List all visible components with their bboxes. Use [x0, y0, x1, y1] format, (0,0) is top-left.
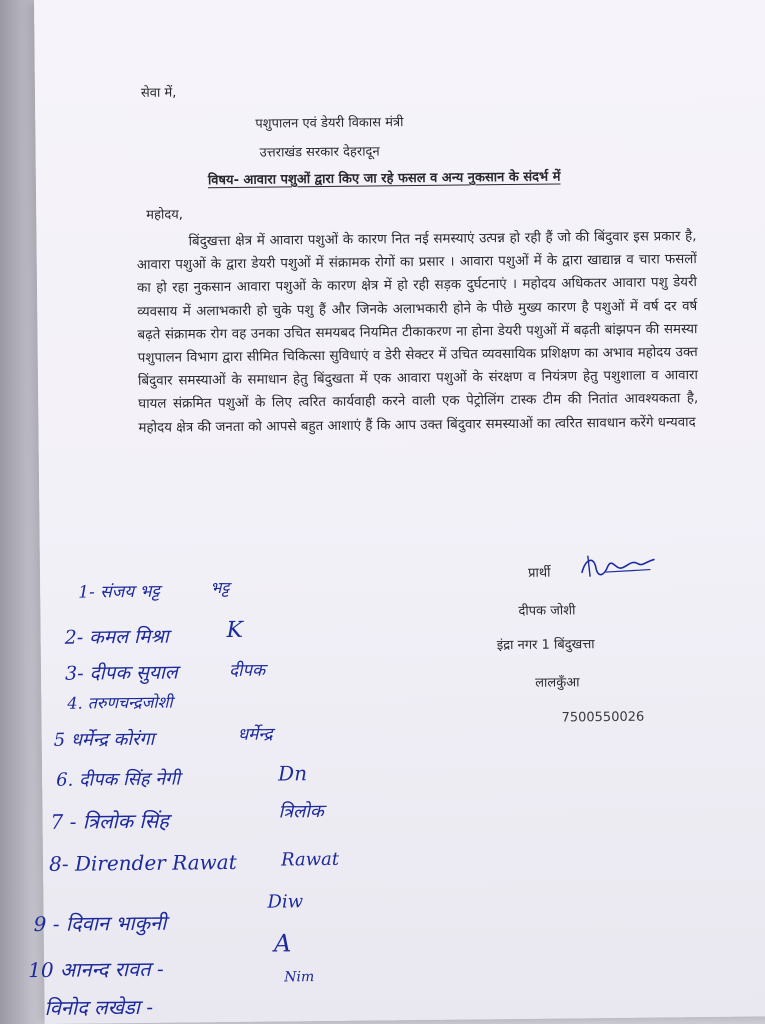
letter-greeting: महोदय, [146, 207, 183, 223]
signatory-6-name: 6. दीपक सिंह नेगी [56, 768, 181, 791]
sender-address: इंद्रा नगर 1 बिंदुखत्ता [496, 637, 595, 654]
signatory-2-name: 2- कमल मिश्रा [64, 625, 169, 649]
signatory-9-name: 9 - दिवान भाकुनी [33, 910, 167, 937]
sender-phone: 7500550026 [561, 709, 645, 726]
signatory-1-name: 1- संजय भट्ट [78, 581, 160, 603]
signatory-3-name: 3- दीपक सुयाल [64, 661, 178, 685]
signatory-5-signature: धर्मेन्द्र [237, 724, 273, 745]
signatory-5-name: 5 धर्मेन्द्र कोरंगा [53, 728, 155, 751]
recipient-office: उत्तराखंड सरकार देहरादून [259, 144, 380, 161]
signatory-6-signature: Dn [277, 761, 308, 786]
signatory-8-signature: Rawat [280, 848, 340, 871]
recipient-title: पशुपालन एवं डेयरी विकास मंत्री [255, 115, 404, 132]
letter-body: बिंदुखत्ता क्षेत्र में आवारा पशुओं के कारण नित नई समस्याएं उत्पन्न हो रही हैं जो की बिंदुवार इस प्रकार है, आवारा पशुओं के द्वारा डेयरी पशुओं में संक्रामक रोगों का प्रसार । आवारा पशुओं में के द्वारा खाद्यान्न व चारा फसलों का हो रहा नुकसान आवारा पशुओं के कारण क्षेत्र में हो रही सड़क दुर्घटनाएं । महोदय अधिकतर आवारा पशु डेयरी व्यवसाय में अलाभकारी हो चुके पशु हैं और जिनके अलाभकारी होने के पीछे मुख्य कारण है पशुओं में वर्ष दर वर्ष बढ़ते संक्रामक रोग वह उनका उचित समयबद नियमित टीकाकरण ना होना डेयरी पशुओं में बढ़ती बांझपन की समस्या पशुपालन विभाग द्वारा सीमित चिकित्सा सुविधाएं व डेरी सेक्टर में उचित व्यवसायिक प्रशिक्षण का अभाव महोदय उक्त बिंदुवार समस्याओं के समाधान हेतु बिंदुखता में एक आवारा पशुओं के संरक्षण व नियंत्रण हेतु पशुशाला व आवारा घायल संक्रमित पशुओं के लिए त्वरित कार्यवाही करने वाली एक पेट्रोलिंग टास्क टीम की नितांत आवश्यकता है, महोदय क्षेत्र की जनता को आपसे बहुत आशाएं हैं कि आप उक्त बिंदुवार समस्याओं का त्वरित सावधान करेंगे धन्यवाद [136, 229, 699, 436]
signatory-7-name: 7 - त्रिलोक सिंह [50, 808, 169, 834]
sender-signature [576, 549, 660, 584]
signatory-4-name: 4. तरुणचन्द्रजोशी [67, 692, 173, 713]
signatory-2-signature: K [226, 617, 244, 644]
signatory-11-name: विनोद लखेडा - [44, 994, 154, 1020]
signatory-3-signature: दीपक [228, 660, 266, 681]
signatory-10-name: 10 आनन्द रावत - [28, 956, 164, 983]
signatory-11-signature: Nim [284, 969, 315, 986]
signatory-1-signature: भट्ट [210, 577, 230, 598]
sender-name: दीपक जोशी [518, 603, 576, 619]
signatory-9-signature: Diw [267, 891, 304, 913]
sender-city: लालकुँआ [535, 675, 580, 691]
signatory-10-signature: A [273, 929, 292, 958]
letter-page [28, 0, 765, 1024]
letter-subject: विषय- आवारा पशुओं द्वारा किए जा रहे फसल व अन्य नुकसान के संदर्भ में [207, 169, 561, 189]
signatory-8-name: 8- Dirender Rawat [48, 849, 237, 876]
letter-salutation: सेवा में, [140, 85, 177, 101]
prarthi-label: प्रार्थी [527, 565, 551, 581]
signatory-7-signature: त्रिलोक [278, 801, 324, 823]
